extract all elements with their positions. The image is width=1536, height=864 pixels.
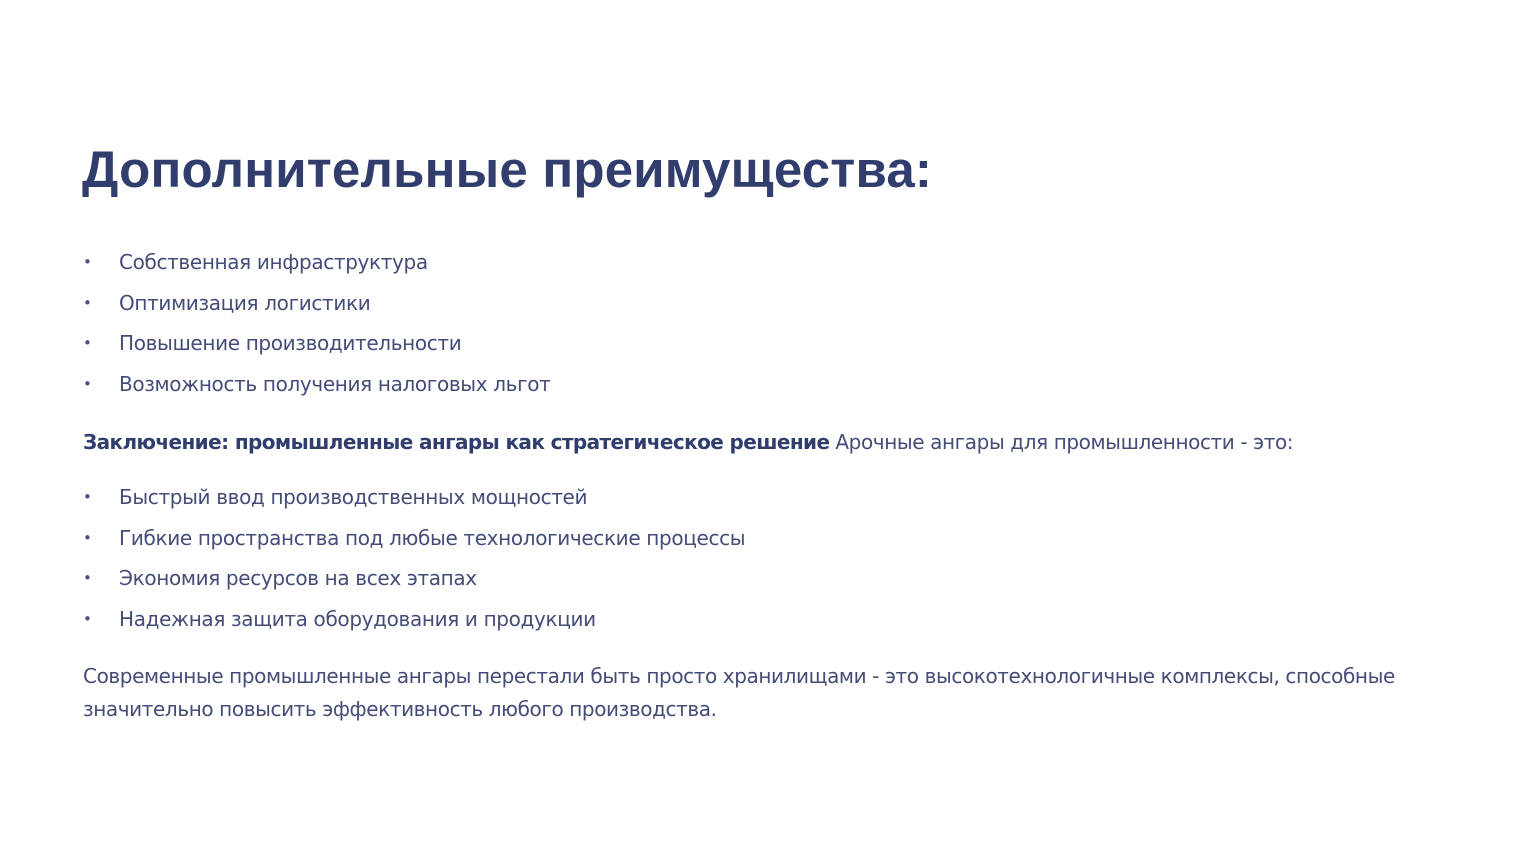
bullet-icon: • [83, 528, 92, 547]
conclusion-point-text: Экономия ресурсов на всех этапах [119, 566, 477, 591]
conclusion-text: Арочные ангары для промышленности - это: [835, 430, 1294, 454]
bullet-icon: • [83, 488, 92, 506]
conclusion-point-text: Гибкие пространства под любые технологические процессы [119, 525, 746, 550]
benefit-text: Оптимизация логистики [119, 290, 371, 315]
final-paragraph: Современные промышленные ангары перестали быть просто хранилищами - это высокотехнологичные комплексы, способные значительно повысить эффективность любого производства. [83, 664, 1395, 721]
conclusion-point-text: Надежная защита оборудования и продукции [119, 607, 596, 632]
bullet-icon: • [83, 569, 92, 588]
conclusion-point-text: Быстрый ввод производственных мощностей [119, 485, 588, 509]
bullet-icon: • [83, 253, 92, 271]
bullet-icon: • [83, 375, 92, 394]
benefit-text: Собственная инфраструктура [119, 250, 428, 274]
bullet-icon: • [83, 293, 92, 312]
bullet-icon: • [83, 334, 92, 353]
conclusion-heading: Заключение: промышленные ангары как стратегическое решение [83, 430, 830, 454]
conclusion-line [83, 425, 1293, 459]
slide-title: Дополнительные преимущества: [82, 141, 933, 198]
benefit-text: Возможность получения налоговых льгот [119, 372, 551, 397]
bullet-icon: • [83, 610, 92, 629]
benefit-text: Повышение производительности [119, 331, 462, 356]
